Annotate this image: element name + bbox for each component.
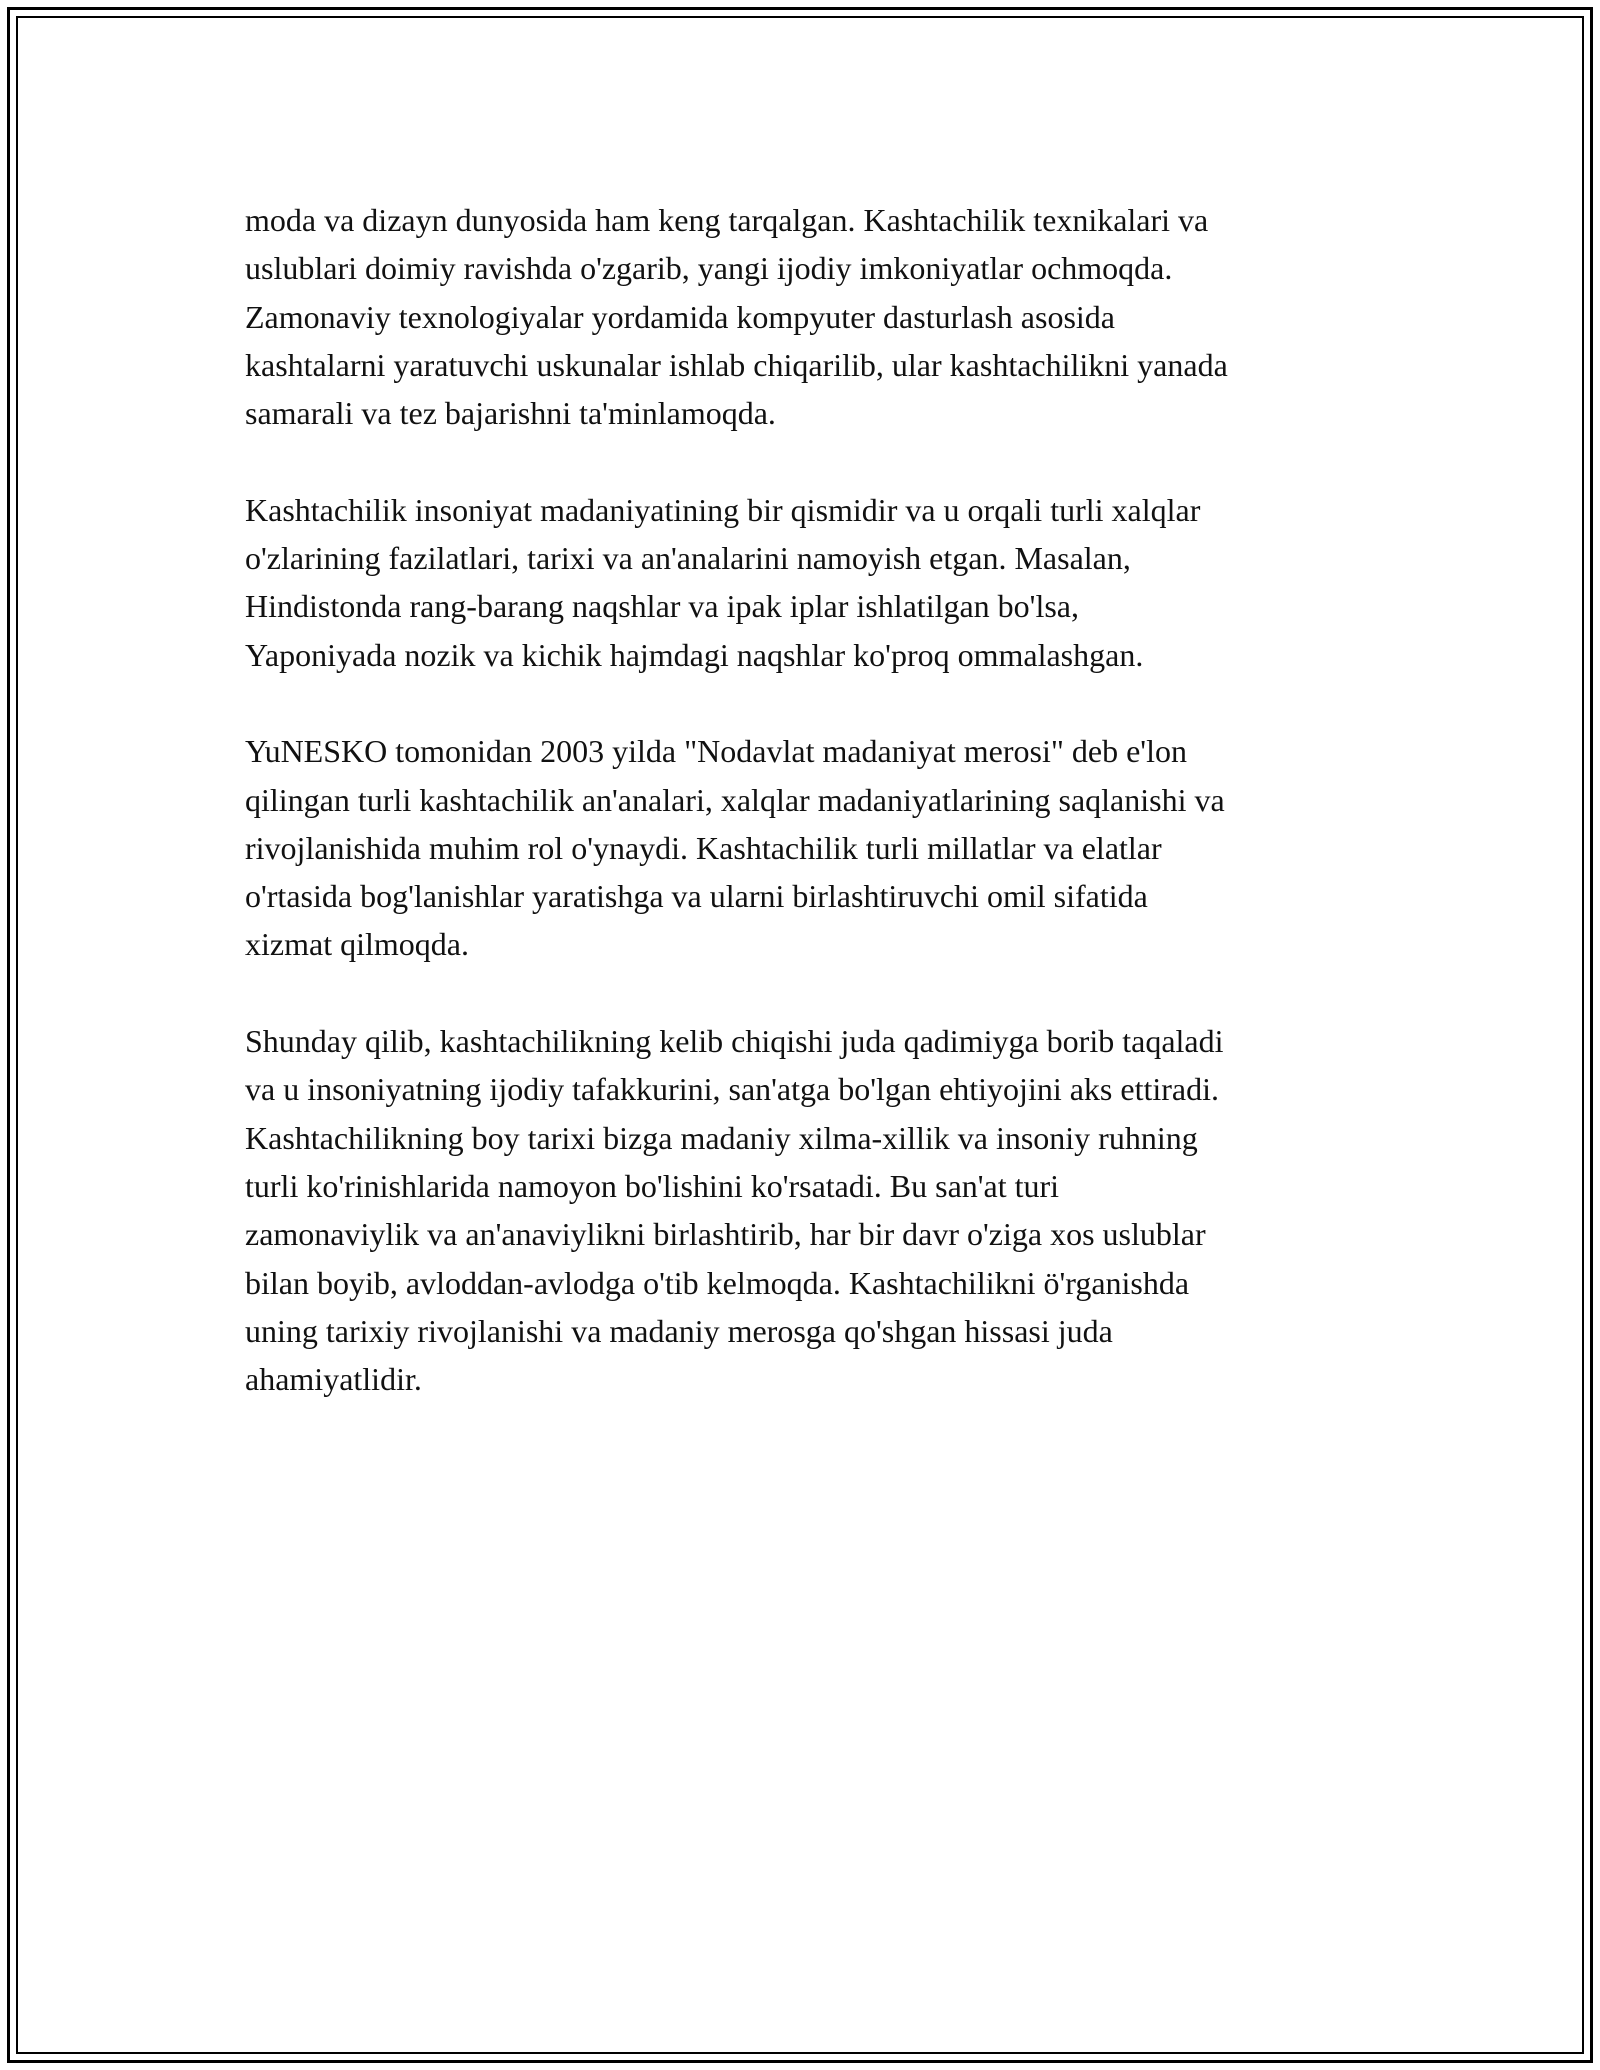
text-line: Kashtachilikning boy tarixi bizga madaniy xilma-xillik va insoniy ruhning xyxy=(245,1119,1198,1156)
text-line: uslublari doimiy ravishda o'zgarib, yangi ijodiy imkoniyatlar ochmoqda. xyxy=(245,250,1173,287)
paragraph-1 xyxy=(245,196,1395,437)
text-line: qilingan turli kashtachilik an'analari, xalqlar madaniyatlarining saqlanishi va xyxy=(245,781,1225,818)
text-line: rivojlanishida muhim rol o'ynaydi. Kashtachilik turli millatlar va elatlar xyxy=(245,829,1162,866)
text-line: kashtalarni yaratuvchi uskunalar ishlab chiqarilib, ular kashtachilikni yanada xyxy=(245,346,1228,383)
text-line: Yaponiyada nozik va kichik hajmdagi naqshlar ko'proq ommalashgan. xyxy=(245,636,1144,673)
text-line: turli ko'rinishlarida namoyon bo'lishini ko'rsatadi. Bu san'at turi xyxy=(245,1167,1060,1204)
paragraph-4 xyxy=(245,1017,1395,1403)
text-line: bilan boyib, avloddan-avlodga o'tib kelmoqda. Kashtachilikni ö'rganishda xyxy=(245,1264,1190,1301)
document-body xyxy=(245,196,1395,1452)
page-border xyxy=(7,7,1593,2063)
text-line: o'rtasida bog'lanishlar yaratishga va ularni birlashtiruvchi omil sifatida xyxy=(245,878,1148,915)
text-line: Kashtachilik insoniyat madaniyatining bir qismidir va u orqali turli xalqlar xyxy=(245,491,1201,528)
paragraph-2 xyxy=(245,486,1395,679)
text-line: ahamiyatlidir. xyxy=(245,1361,422,1398)
text-line: zamonaviylik va an'anaviylikni birlashtirib, har bir davr o'ziga xos uslublar xyxy=(245,1216,1206,1253)
text-line: YuNESKO tomonidan 2003 yilda "Nodavlat madaniyat merosi" deb e'lon xyxy=(245,733,1187,770)
text-line: samarali va tez bajarishni ta'minlamoqda. xyxy=(245,395,776,432)
text-line: o'zlarining fazilatlari, tarixi va an'analarini namoyish etgan. Masalan, xyxy=(245,540,1131,577)
text-line: moda va dizayn dunyosida ham keng tarqalgan. Kashtachilik texnikalari va xyxy=(245,202,1209,238)
text-line: Zamonaviy texnologiyalar yordamida kompyuter dasturlash asosida xyxy=(245,298,1115,335)
text-line: va u insoniyatning ijodiy tafakkurini, san'atga bo'lgan ehtiyojini aks ettiradi. xyxy=(245,1071,1219,1108)
text-line: Hindistonda rang-barang naqshlar va ipak iplar ishlatilgan bo'lsa, xyxy=(245,588,1079,625)
paragraph-3 xyxy=(245,727,1395,968)
text-line: Shunday qilib, kashtachilikning kelib chiqishi juda qadimiyga borib taqaladi xyxy=(245,1023,1224,1060)
text-line: xizmat qilmoqda. xyxy=(245,926,469,963)
text-line: uning tarixiy rivojlanishi va madaniy merosga qo'shgan hissasi juda xyxy=(245,1312,1113,1349)
